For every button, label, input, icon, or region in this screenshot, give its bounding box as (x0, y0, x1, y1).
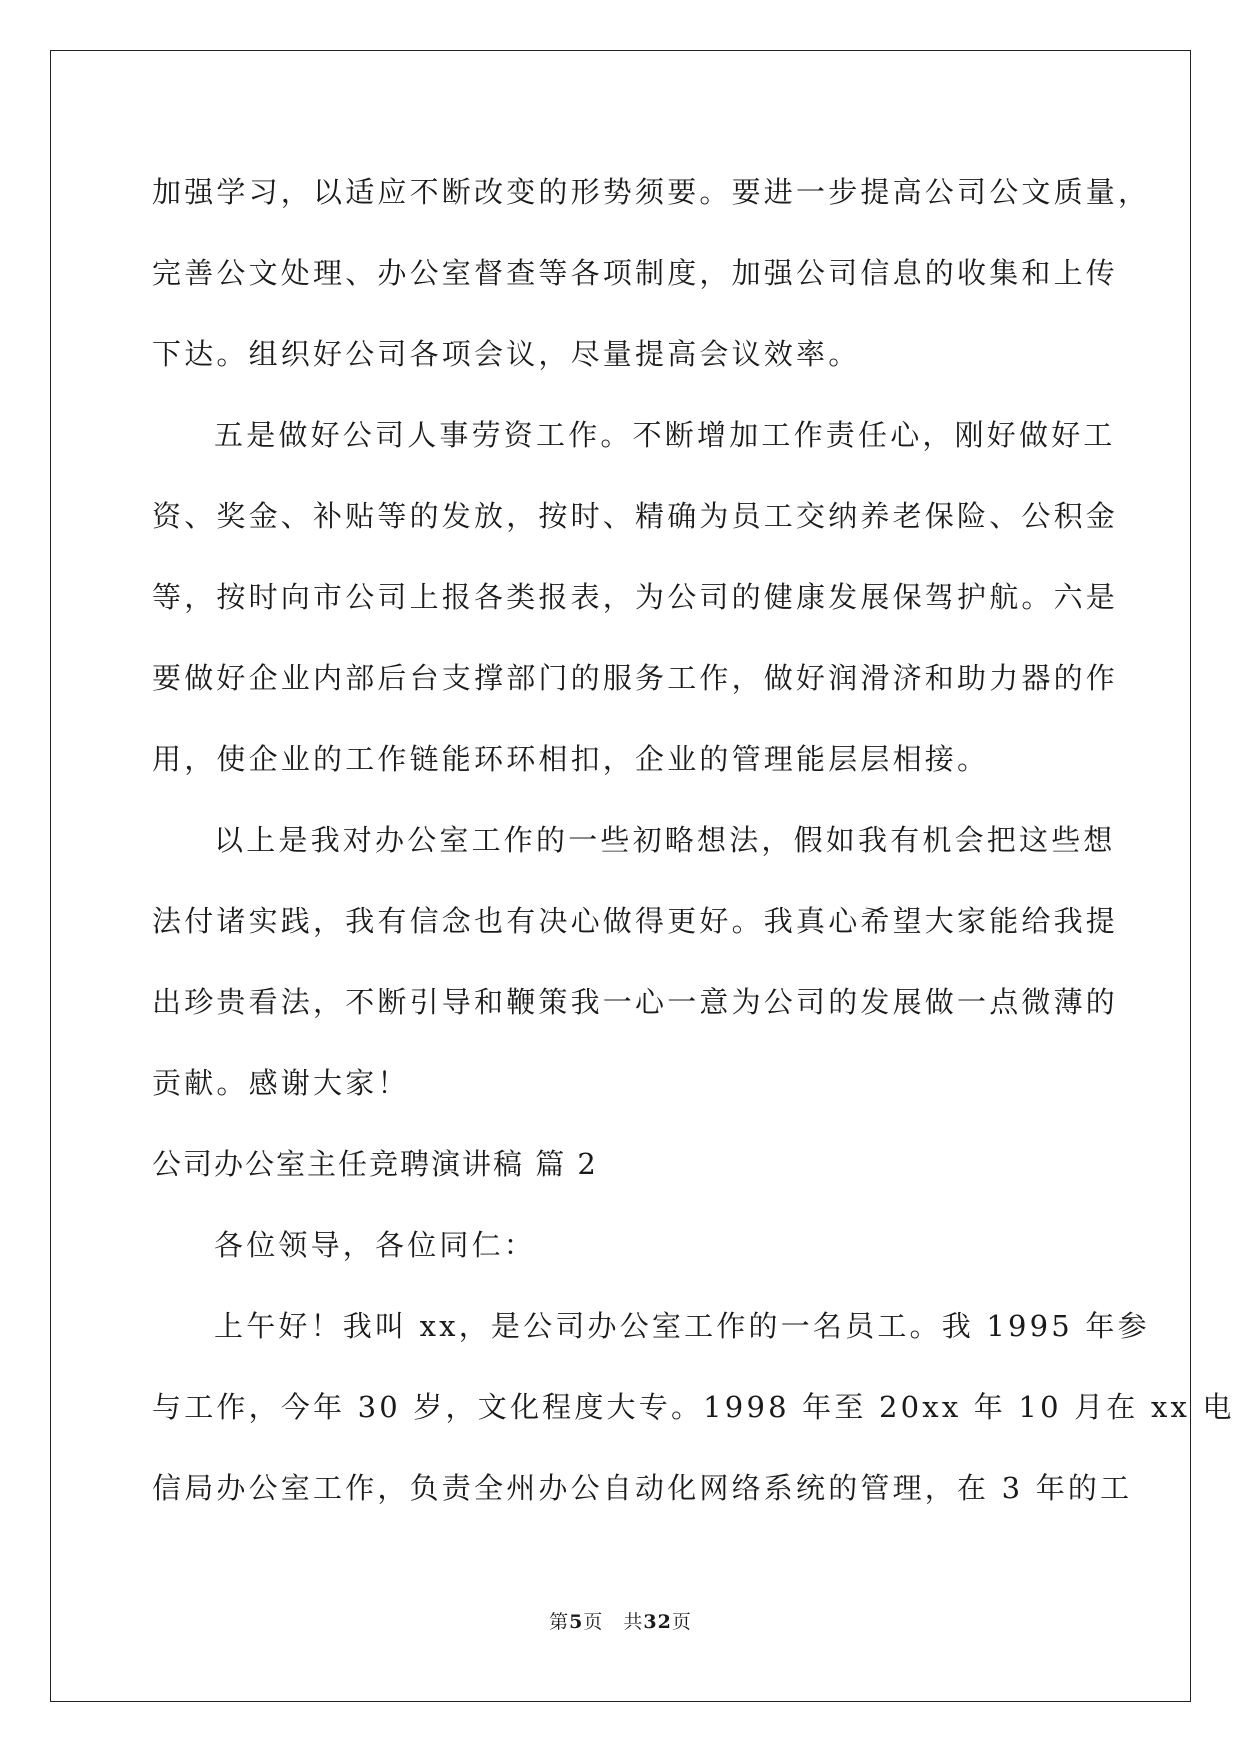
page-footer (0, 1607, 1241, 1634)
paragraph-line: 用，使企业的工作链能环环相扣，企业的管理能层层相接。 (152, 742, 990, 776)
footer-prefix: 第 (549, 1611, 570, 1633)
paragraph-line: 加强学习，以适应不断改变的形势须要。要进一步提高公司公文质量， (152, 175, 1151, 209)
page-border (50, 50, 1191, 1702)
paragraph-line: 贡献。感谢大家！ (152, 1066, 410, 1100)
paragraph-line: 五是做好公司人事劳资工作。不断增加工作责任心，刚好做好工 (214, 418, 1116, 452)
paragraph-line: 以上是我对办公室工作的一些初略想法，假如我有机会把这些想 (214, 823, 1116, 857)
paragraph-line: 法付诸实践，我有信念也有决心做得更好。我真心希望大家能给我提 (152, 904, 1119, 938)
current-page-number: 5 (569, 1611, 584, 1633)
paragraph-line: 各位领导，各位同仁： (214, 1228, 537, 1262)
paragraph-line: 资、奖金、补贴等的发放，按时、精确为员工交纳养老保险、公积金 (152, 499, 1119, 533)
paragraph-line: 完善公文处理、办公室督查等各项制度，加强公司信息的收集和上传 (152, 256, 1119, 290)
footer-suffix: 页 (671, 1611, 692, 1633)
total-page-count: 32 (643, 1611, 672, 1633)
section-heading: 公司办公室主任竞聘演讲稿 篇 2 (152, 1147, 598, 1181)
footer-mid: 页 共 (583, 1611, 644, 1633)
paragraph-line: 等，按时向市公司上报各类报表，为公司的健康发展保驾护航。六是 (152, 580, 1119, 614)
paragraph-line: 下达。组织好公司各项会议，尽量提高会议效率。 (152, 337, 861, 371)
paragraph-line: 与工作，今年 30 岁，文化程度大专。1998 年至 20xx 年 10 月在 xx 电 (152, 1390, 1235, 1424)
paragraph-line: 信局办公室工作，负责全州办公自动化网络系统的管理，在 3 年的工 (152, 1471, 1133, 1505)
paragraph-line: 出珍贵看法，不断引导和鞭策我一心一意为公司的发展做一点微薄的 (152, 985, 1119, 1019)
paragraph-line: 要做好企业内部后台支撑部门的服务工作，做好润滑济和助力器的作 (152, 661, 1119, 695)
paragraph-line: 上午好！我叫 xx，是公司办公室工作的一名员工。我 1995 年参 (214, 1309, 1150, 1343)
